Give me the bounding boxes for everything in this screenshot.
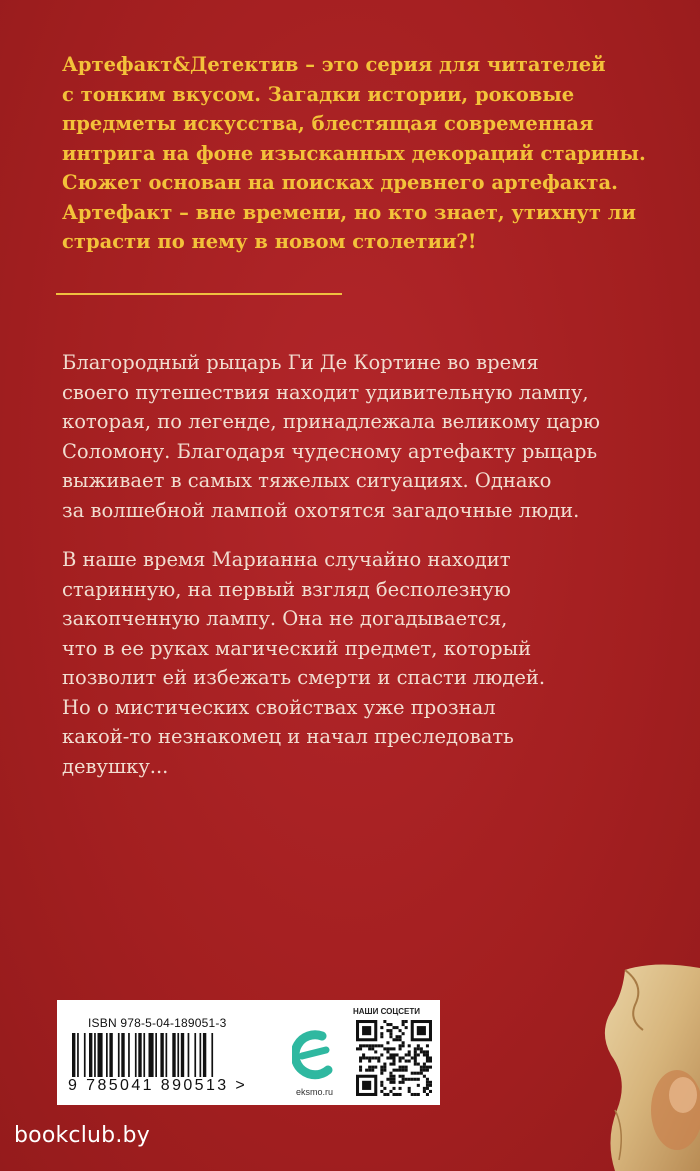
watermark-text: bookclub.by bbox=[14, 1123, 150, 1148]
publisher-url: eksmo.ru bbox=[296, 1087, 334, 1097]
synopsis-line: выживает в самых тяжелых ситуациях. Однако bbox=[62, 469, 552, 492]
synopsis-line: Соломону. Благодаря чудесному артефакту рыцарь bbox=[62, 439, 598, 463]
intro-line: Артефакт – вне времени, но кто знает, утихнут ли bbox=[62, 200, 636, 224]
isbn-label: ISBN 978-5-04-189051-3 bbox=[88, 1016, 227, 1030]
intro-line: интрига на фоне изысканных декораций старины. bbox=[62, 141, 646, 165]
synopsis-line: что в ее руках магический предмет, который bbox=[62, 636, 532, 660]
barcode-digits: 9 785041 890513 > bbox=[68, 1077, 248, 1094]
synopsis-line: Благородный рыцарь Ги Де Кортине во время bbox=[62, 351, 539, 374]
eksmo-logo-icon bbox=[292, 1030, 338, 1080]
synopsis-line: которая, по легенде, принадлежала великому царю bbox=[62, 410, 600, 433]
social-label: НАШИ СОЦСЕТИ bbox=[353, 1007, 420, 1016]
intro-line: Артефакт&Детектив – это серия для читателей bbox=[62, 53, 606, 76]
synopsis-paragraph-2 bbox=[62, 545, 682, 781]
intro-line: Сюжет основан на поисках древнего артефакта. bbox=[62, 171, 618, 194]
intro-line: предметы искусства, блестящая современная bbox=[62, 112, 594, 135]
synopsis-line: своего путешествия находит удивительную лампу, bbox=[62, 380, 589, 404]
synopsis-line: девушку... bbox=[62, 754, 169, 778]
synopsis-line: позволит ей избежать смерти и спасти людей. bbox=[62, 666, 546, 689]
intro-line: страсти по нему в новом столетии?! bbox=[62, 230, 477, 253]
synopsis-line: закопченную лампу. Она не догадывается, bbox=[62, 607, 508, 630]
qr-code-icon bbox=[356, 1020, 432, 1096]
barcode-icon bbox=[72, 1033, 258, 1077]
synopsis-line: Но о мистических свойствах уже прознал bbox=[62, 695, 496, 719]
intro-line: с тонким вкусом. Загадки истории, роковые bbox=[62, 82, 575, 106]
synopsis-line: за волшебной лампой охотятся загадочные люди. bbox=[62, 498, 580, 522]
synopsis-line: В наше время Марианна случайно находит bbox=[62, 548, 511, 571]
synopsis-line: старинную, на первый взгляд бесполезную bbox=[62, 577, 511, 601]
synopsis-paragraph-1 bbox=[62, 348, 682, 525]
series-intro bbox=[62, 50, 662, 257]
synopsis-line: какой-то незнакомец и начал преследовать bbox=[62, 725, 514, 748]
parchment-scroll-icon bbox=[585, 960, 700, 1171]
divider-line bbox=[56, 293, 342, 295]
